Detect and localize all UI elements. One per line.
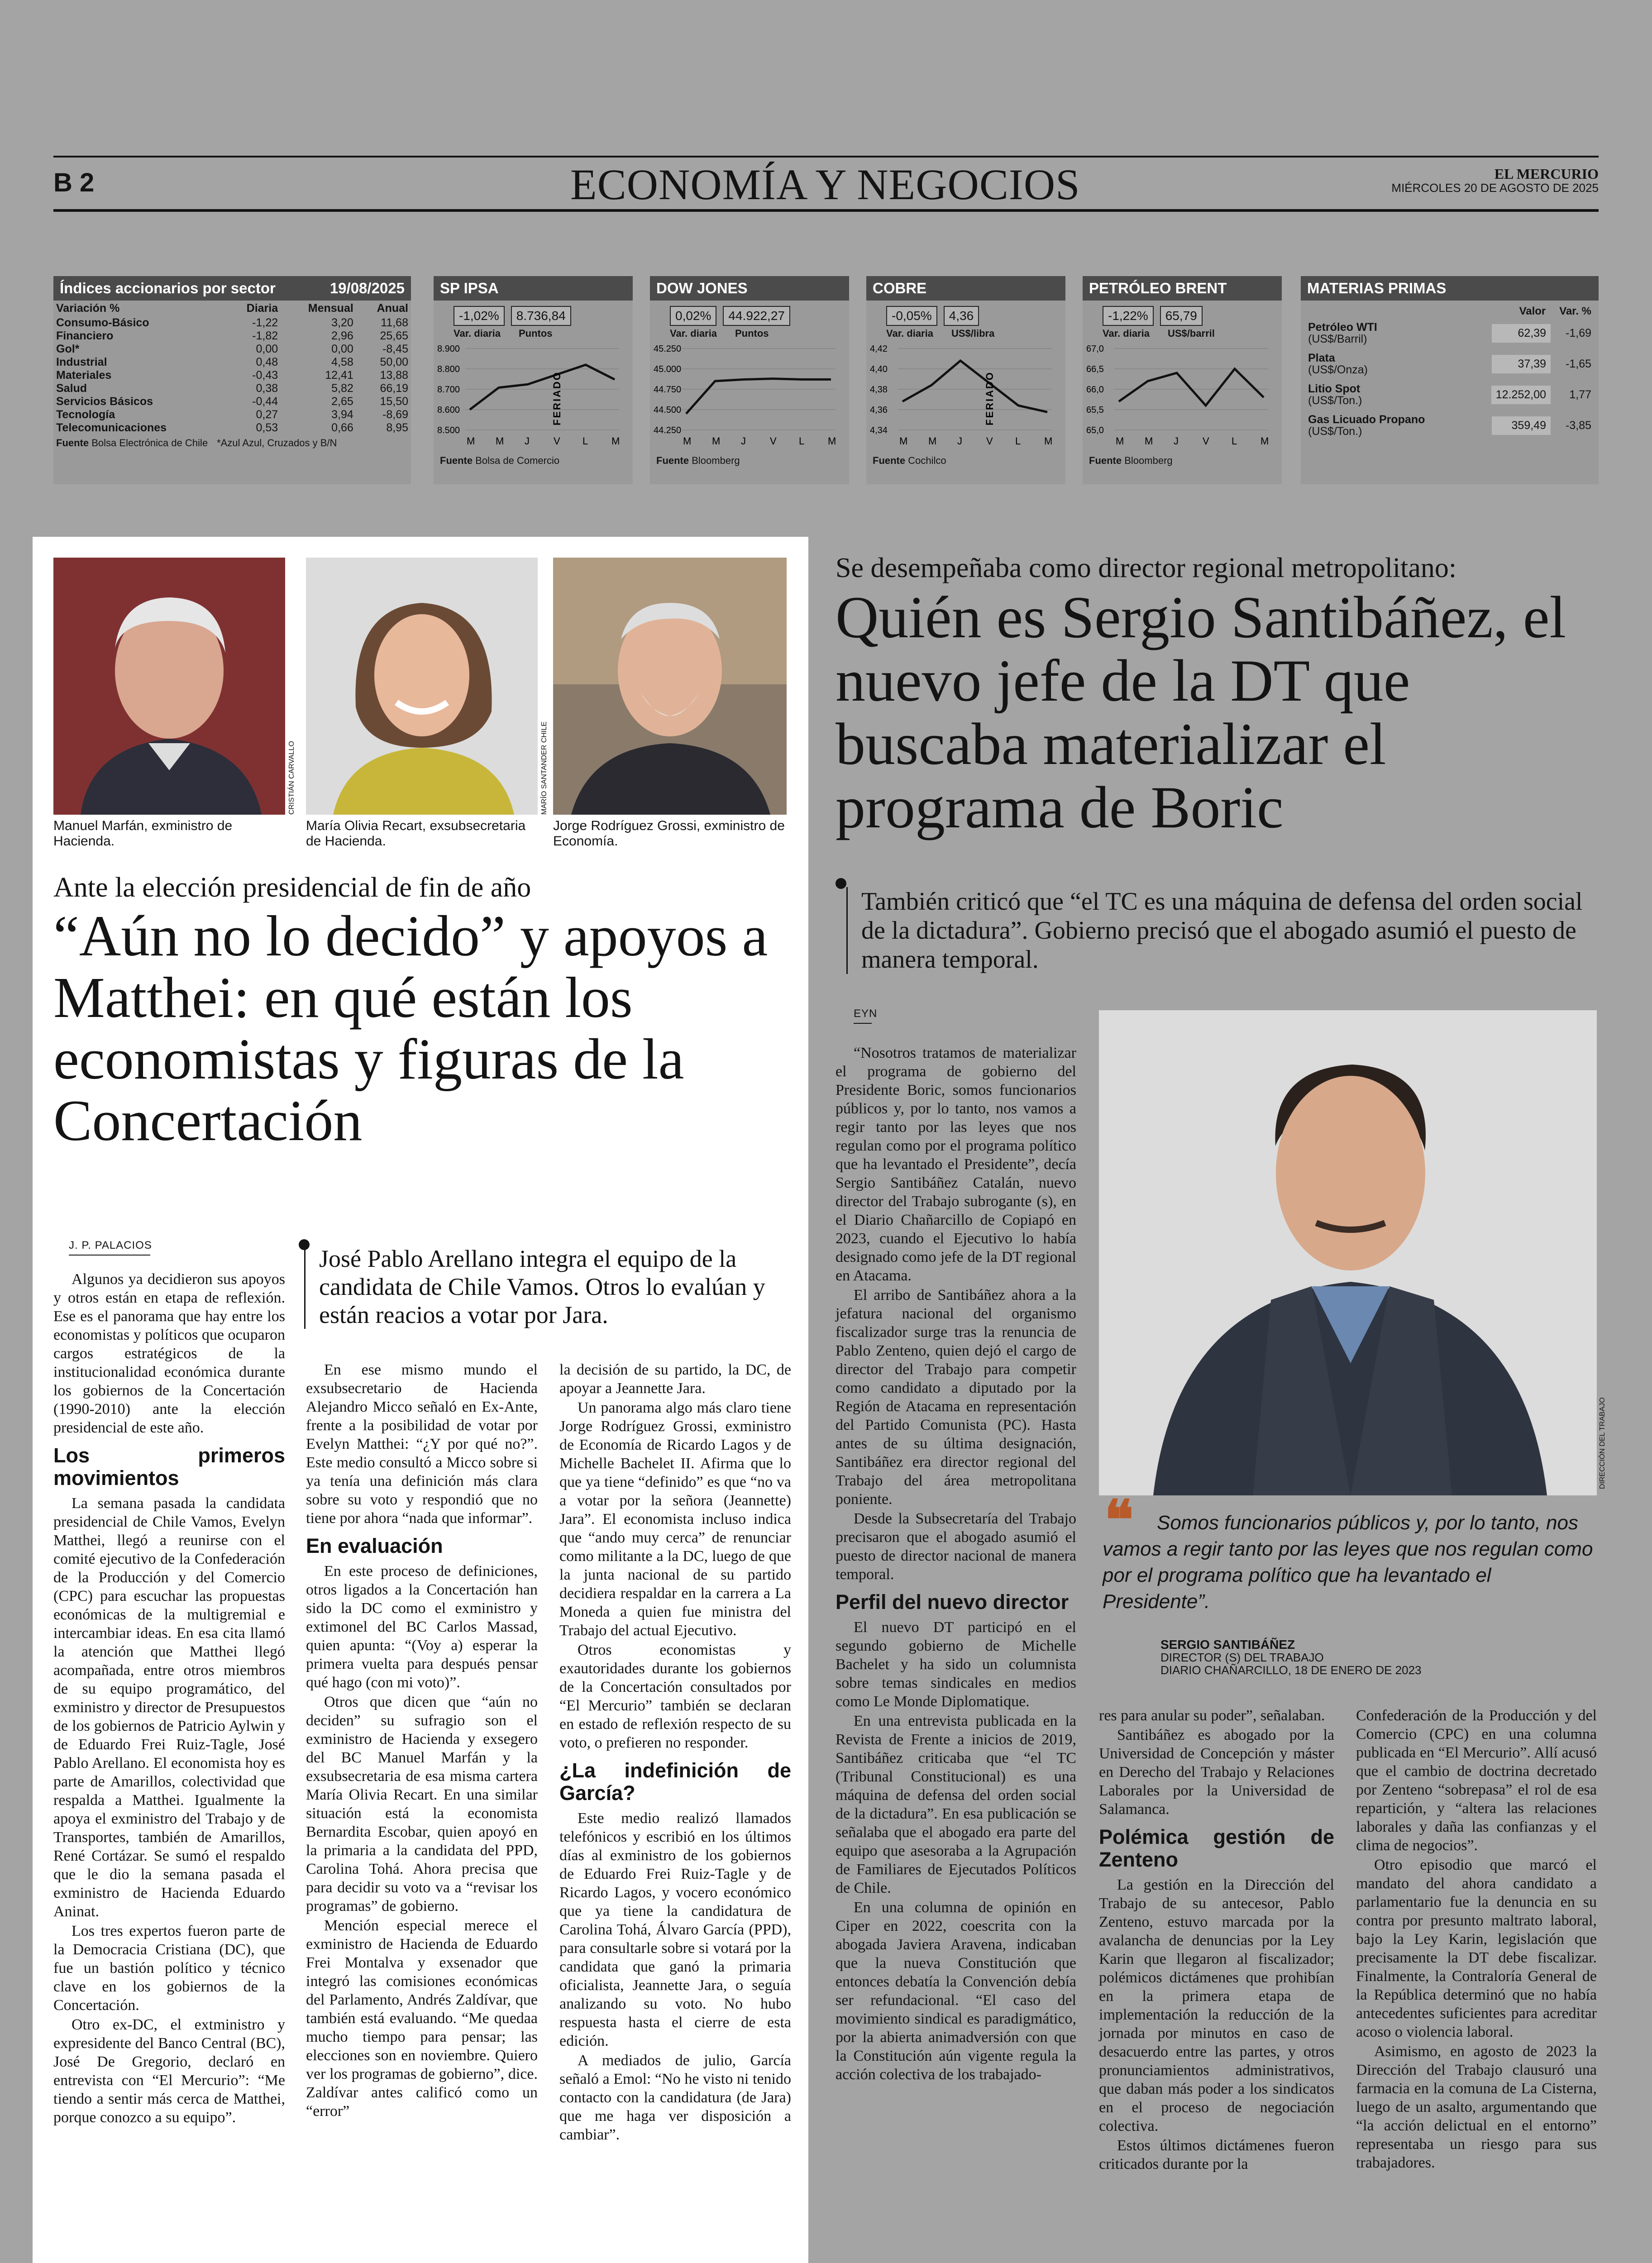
x-tick-label: M bbox=[496, 435, 504, 447]
commodity-change: 1,77 bbox=[1569, 388, 1591, 401]
y-tick-label: 66,5 bbox=[1086, 364, 1104, 374]
brent-source: Bloomberg bbox=[1124, 455, 1173, 466]
sector-cell: 50,00 bbox=[380, 356, 408, 368]
article2-quote: Somos funcionarios públicos y, por lo tanto, nos vamos a regir tanto por las leyes que nos regulan como por el programa político que ha levantado el Presidente”. bbox=[1103, 1512, 1593, 1613]
cobre-line-chart bbox=[866, 339, 1065, 453]
y-tick-label: 8.700 bbox=[437, 385, 460, 395]
x-tick-label: M bbox=[899, 435, 908, 447]
holiday-label: FERIADO bbox=[984, 371, 995, 425]
commodity-unit: (US$/Ton.) bbox=[1308, 394, 1362, 407]
sector-table bbox=[53, 301, 411, 434]
holiday-label: FERIADO bbox=[551, 371, 563, 425]
sector-panel-title: Índices accionarios por sector bbox=[60, 280, 276, 296]
dow-panel: DOW JONES 0,02% 44.922,27 Var. diaria Puntos 45.250 45.000 44.750 44.500 44.250 M M J V L M Fuente Bloomberg bbox=[650, 276, 849, 484]
article2-photo-credit: DIRECCIÓN DEL TRABAJO bbox=[1599, 1397, 1606, 1489]
sector-row bbox=[53, 343, 411, 356]
x-tick-label: L bbox=[1015, 435, 1021, 447]
brent-title: PETRÓLEO BRENT bbox=[1089, 280, 1227, 296]
dow-source: Bloomberg bbox=[692, 455, 740, 466]
sector-panel-date: 19/08/2025 bbox=[329, 280, 405, 296]
ipsa-source: Bolsa de Comercio bbox=[475, 455, 560, 466]
article2-col2: res para anular su poder”, señalaban. Santibáñez es abogado por la Universidad de Concepción y máster en Derecho del Trabajo y Relaciones Laborales por la Universidad de Salamanca. Polémica gestión de Zenteno La gestión en la Dirección del Trabajo de su antecesor, Pablo Zenteno, estuvo marcada por la avalancha de denuncias por la Ley Karin que llegaron al fiscalizador; polémicos dictámenes que prohibían en la primera etapa de implementación la reducción de la jornada por minutos en caso de desacuerdo entre las partes, y otros pronunciamientos administrativos, que daban más poder a los sindicatos en el proceso de negociación colectiva. Estos últimos dictámenes fueron criticados durante por la bbox=[1099, 1707, 1334, 2172]
sector-note: *Azul Azul, Cruzados y B/N bbox=[217, 437, 337, 449]
sector-cell: 0,27 bbox=[256, 408, 278, 421]
sector-cell: 4,58 bbox=[331, 356, 353, 368]
article1-title: “Aún no lo decido” y apoyos a Matthei: en qué están los economistas y figuras de la Concertación bbox=[53, 904, 768, 1153]
x-tick-label: J bbox=[1174, 435, 1179, 447]
photo-caption: Jorge Rodríguez Grossi, exministro de Economía. bbox=[553, 818, 785, 849]
article2-col1: “Nosotros tratamos de materializar el programa de gobierno del Presidente Boric, somos funcionarios públicos y, por lo tanto, nos vamos a regir tanto por las leyes que nos regulan como por el programa político que ha levantado el Presidente”, decía Sergio Santibáñez Catalán, nuevo director del Trabajo subrogante (s), en el Diario Chañarcillo de Copiapó en 2023, cuando el Ejecutivo lo había designado como jefe de la DT regional en Atacama. El arribo de Santibáñez ahora a la jefatura nacional del organismo fiscalizador surge tras la renuncia de Pablo Zenteno, quien dejó el cargo de director del Trabajo para competir como candidato a diputado por la Región de Atacama en representación del Partido Comunista (PC). Hasta antes de su última designación, Santibáñez era director regional del Trabajo del área metropolitana poniente. Desde la Subsecretaría del Trabajo precisaron que el abogado asumió el puesto de director nacional de manera temporal. Perfil del nuevo director El nuevo DT participó en el segundo gobierno de Michelle Bachelet y ha sido un columnista sobre temas sindicales en medios como Le Monde Diplomatique. En una entrevista publicada en la Revista de Frente a inicios de 2019, Santibáñez criticaba que “el TC (Tribunal Constitucional) es una máquina de defensa del orden social de la dictadura”. En esa publicación se señalaba que el abogado era parte del equipo que asesoraba a la Agrupación de Familiares de Ejecutados Políticos de Chile. En una columna de opinión en Ciper en 2022, coescrita con la abogada Javiera Aravena, indicaban que la nueva Constitución que entonces debatía la Convención debía ser refundacional. “El caso del movimiento sindical es paradigmático, por la abierta animadversión con que la Constitución aún vigente regula la acción colectiva de los trabajado- bbox=[836, 1045, 1076, 2083]
photo-credit-2: MARÍO SANTANDER CHILE bbox=[540, 721, 548, 815]
x-tick-label: J bbox=[957, 435, 962, 447]
sector-row bbox=[53, 382, 411, 395]
dow-change: 0,02% bbox=[670, 306, 716, 326]
series-line bbox=[902, 361, 1047, 412]
series-line bbox=[470, 365, 615, 410]
sector-cell: 11,68 bbox=[381, 316, 408, 329]
sector-cell: Tecnología bbox=[56, 408, 115, 421]
y-tick-label: 44.250 bbox=[654, 425, 682, 435]
copper-panel: COBRE -0,05% 4,36 Var. diaria US$/libra 4,42 4,40 4,38 4,36 4,34 M M J V L M FERIADO Fuente Cochilco bbox=[866, 276, 1065, 484]
photo-rodriguez bbox=[553, 558, 787, 815]
brent-value: 65,79 bbox=[1160, 306, 1203, 326]
sector-cell: 0,38 bbox=[256, 382, 278, 395]
commodity-change: -1,69 bbox=[1566, 326, 1591, 339]
sector-cell: 0,66 bbox=[331, 421, 353, 434]
sector-row bbox=[53, 356, 411, 369]
sector-cell: Consumo-Básico bbox=[56, 316, 149, 329]
sector-cell: -8,69 bbox=[382, 408, 408, 421]
sector-row bbox=[53, 369, 411, 382]
y-tick-label: 8.500 bbox=[437, 425, 460, 435]
commodity-name: Petróleo WTI bbox=[1308, 321, 1377, 334]
sector-col-header: Diaria bbox=[246, 302, 278, 315]
y-tick-label: 4,42 bbox=[870, 344, 888, 354]
sector-cell: 5,82 bbox=[331, 382, 353, 395]
y-tick-label: 8.600 bbox=[437, 405, 460, 415]
cobre-value: 4,36 bbox=[944, 306, 979, 326]
commodity-row bbox=[1308, 321, 1591, 345]
sector-cell: 3,94 bbox=[331, 408, 353, 421]
photo-marfan bbox=[53, 558, 285, 815]
y-tick-label: 65,5 bbox=[1086, 405, 1104, 415]
x-tick-label: M bbox=[1044, 435, 1053, 447]
commodities-panel: MATERIAS PRIMAS Valor Var. % Petróleo WTI (US$/Barril) 62,39 -1,69 Plata (US$/Onza) 37,39 -1,65 Litio Spot (US$/Ton.) 12.252,00 1,77 Gas Licuado Propano (US$/Ton.) 359,49 -3,85 bbox=[1301, 276, 1599, 484]
sector-cell: Financiero bbox=[56, 329, 114, 342]
x-tick-label: M bbox=[1116, 435, 1124, 447]
sector-col-header: Variación % bbox=[56, 302, 120, 315]
sector-row bbox=[53, 395, 411, 408]
commodity-value: 359,49 bbox=[1492, 416, 1551, 435]
y-tick-label: 8.900 bbox=[437, 344, 460, 354]
commodity-change: -3,85 bbox=[1566, 419, 1591, 432]
sector-cell: 3,20 bbox=[331, 316, 353, 329]
commodity-name: Litio Spot bbox=[1308, 382, 1361, 395]
cobre-source: Cochilco bbox=[908, 455, 946, 466]
ipsa-value: 8.736,84 bbox=[511, 306, 571, 326]
article1-col1: Algunos ya decidieron sus apoyos y otros están en etapa de reflexión. Ese es el panorama que hay entre los economistas y políticos que ocuparon cargos estratégicos de la institucionalidad económica durante los gobiernos de la Concertación (1990-2010) ante la elección presidencial de este año. Los primeros movimientos La semana pasada la candidata presidencial de Chile Vamos, Evelyn Matthei, llegó a reunirse con el comité ejecutivo de la Confederación de la Producción y del Comercio (CPC) para escuchar las propuestas económicas de la multigremial e intercambiar ideas. En esa cita llamó la atención que Matthei llegó acompañada, entre otros miembros de su equipo programático, del exministro y director de Presupuestos de los gobiernos de Patricio Aylwin y de Eduardo Frei Ruiz-Tagle, José Pablo Arellano. El economista hoy es parte de Amarillos, colectividad que respalda a Matthei. Igualmente la apoya el exministro del Trabajo y de Transportes, también de Amarillos, René Cortázar. Se sumó el respaldo que le dio la semana pasada el exministro de Hacienda Eduardo Aninat. Los tres expertos fueron parte de la Democracia Cristiana (DC), que fue un bastión político y técnico clave en los gobiernos de la Concertación. Otro ex-DC, el extministro y expresidente del Banco Central (BC), José De Gregorio, declaró en entrevista con “El Mercurio”: “Me tiendo a sentir más cerca de Matthei, porque conozco a su equipo”. bbox=[53, 1271, 285, 2126]
dow-line-chart bbox=[650, 339, 849, 453]
article2-col3: Confederación de la Producción y del Comercio (CPC) en una columna publicada en “El Mercurio”. Allí acusó que el cambio de doctrina decretado por Zenteno “sobrepasa” el rol de esa repartición, y “altera las relaciones laborales y daña las confianzas y el clima de negocios”. Otro episodio que marcó el mandato del ahora candidato a parlamentario fue la denuncia en su contra por presunto maltrato laboral, bajo la Ley Karin, legislación que precisamente la DT debe fiscalizar. Finalmente, la Contraloría General de la República determinó que no había antecedentes suficientes para acreditar acoso o violencia laboral. Asimismo, en agosto de 2023 la Dirección del Trabajo clausuró una farmacia en la comuna de La Cisterna, luego de un asalto, argumentando que “la acción delictual en el entorno” representaba un riesgo para sus trabajadores. bbox=[1356, 1707, 1597, 2171]
photo-caption: Manuel Marfán, exministro de Hacienda. bbox=[53, 818, 233, 849]
sector-col-header: Anual bbox=[377, 302, 408, 315]
section-title: ECONOMÍA Y NEGOCIOS bbox=[570, 160, 1080, 209]
ipsa-title: SP IPSA bbox=[440, 280, 499, 296]
x-tick-label: M bbox=[1145, 435, 1153, 447]
sector-row bbox=[53, 408, 411, 421]
x-tick-label: M bbox=[928, 435, 937, 447]
y-tick-label: 45.250 bbox=[654, 344, 682, 354]
x-tick-label: V bbox=[770, 435, 777, 447]
sector-cell: 0,48 bbox=[256, 356, 278, 368]
sector-cell: Salud bbox=[56, 382, 87, 395]
sector-cell: Industrial bbox=[56, 356, 107, 368]
sector-cell: 25,65 bbox=[380, 329, 408, 342]
commodity-row bbox=[1308, 352, 1591, 376]
sector-cell: 66,19 bbox=[380, 382, 408, 395]
x-tick-label: L bbox=[582, 435, 588, 447]
x-tick-label: J bbox=[741, 435, 746, 447]
x-tick-label: M bbox=[467, 435, 475, 447]
sector-cell: -8,45 bbox=[382, 343, 408, 355]
sector-row bbox=[53, 421, 411, 434]
sector-cell: 8,95 bbox=[386, 421, 408, 434]
sector-source: Bolsa Electrónica de Chile bbox=[91, 437, 208, 449]
sector-cell: Materiales bbox=[56, 369, 112, 382]
article2-byline: EYN bbox=[854, 1007, 877, 1024]
page-number: B 2 bbox=[53, 168, 95, 197]
sector-cell: -0,44 bbox=[252, 395, 278, 408]
photo-caption: María Olivia Recart, exsubsecretaria de Hacienda. bbox=[306, 818, 526, 849]
y-tick-label: 65,0 bbox=[1086, 425, 1104, 435]
brent-line-chart bbox=[1083, 339, 1282, 453]
ipsa-change: -1,02% bbox=[454, 306, 505, 326]
article1-kicker: Ante la elección presidencial de fin de año bbox=[53, 872, 531, 903]
dow-value: 44.922,27 bbox=[723, 306, 790, 326]
article1-byline: J. P. PALACIOS bbox=[69, 1239, 152, 1256]
article1-col3: la decisión de su partido, la DC, de apoyar a Jeannette Jara. Un panorama algo más claro tiene Jorge Rodríguez Grossi, exministro de Economía de Ricardo Lagos y de Michelle Bachelet II. Afirma que lo que ya tiene “definido” es que “no va a votar por la señora (Jeannette) Jara”. El economista incluso indica que “ando muy cerca” de renunciar como militante a la DC, luego de que la junta nacional de su partido decidiera respaldar en la carrera a La Moneda a quien fue ministra del Trabajo del actual Ejecutivo. Otros economistas y exautoridades durante los gobiernos de la Concertación consultados por “El Mercurio” también se declaran en estado de reflexión respecto de su voto, o prefieren no responder. ¿La indefinición de García? Este medio realizó llamados telefónicos y escribió en los últimos días al exministro de los gobiernos de Eduardo Frei Ruiz-Tagle y de Ricardo Lagos, y vocero económico que ya tiene la candidatura de Carolina Tohá, Álvaro García (PPD), para consultarle sobre si votará por la candidata que ganó la primaria oficialista, Jeannette Jara, o seguía analizando su voto. No hubo respuesta hasta el cierre de esta edición. A mediados de julio, García señaló a Emol: “No he visto ni tenido contacto con la candidatura (de Jara) que me haga ver disposición a cambiar”. bbox=[559, 1361, 791, 2143]
y-tick-label: 44.750 bbox=[654, 385, 682, 395]
commodity-unit: (US$/Onza) bbox=[1308, 363, 1368, 376]
commodity-unit: (US$/Barril) bbox=[1308, 333, 1367, 345]
sector-indices-panel: Índices accionarios por sector 19/08/2025 Variación % Diaria Mensual Anual Consumo-Básico -1,22 3,20 11,68 Financiero -1,82 2,96 25,65 Gol* 0,00 0,00 -8,45 Industrial 0,48 4,58 50,00 Materiales -0,43 12,41 13,88 Salud 0,38 5,82 66,19 Servicios Básicos -0,44 2,65 15,50 Tecnología 0,27 3,94 -8,69 Telecomunicaciones 0,53 0,66 8,95 Fuente Bolsa Electrónica de Chile *Azul Azul, Cruzados y B/N bbox=[53, 276, 411, 484]
sector-col-header: Mensual bbox=[308, 302, 353, 315]
photo-santibanez bbox=[1099, 1010, 1597, 1495]
y-tick-label: 66,0 bbox=[1086, 385, 1104, 395]
sector-cell: Telecomunicaciones bbox=[56, 421, 167, 434]
sector-cell: -0,43 bbox=[252, 369, 278, 382]
y-tick-label: 44.500 bbox=[654, 405, 682, 415]
sector-cell: -1,82 bbox=[252, 329, 278, 342]
cobre-change: -0,05% bbox=[886, 306, 937, 326]
sector-cell: 2,96 bbox=[331, 329, 353, 342]
x-tick-label: V bbox=[986, 435, 993, 447]
commodity-change: -1,65 bbox=[1566, 357, 1591, 370]
newspaper-name: EL MERCURIO bbox=[1494, 166, 1599, 182]
photo-recart bbox=[306, 558, 538, 815]
article1-col2: En ese mismo mundo el exsubsecretario de Hacienda Alejandro Micco señaló en Ex-Ante, frente a la posibilidad de votar por Evelyn Matthei: “¿Y por qué no?”. Este medio consultó a Micco sobre si ya tenía una definición más clara sobre su voto y respondió que no tiene por ahora “nada que informar”. En evaluación En este proceso de definiciones, otros ligados a la Concertación han sido la DC como el exministro y extimonel del BC Carlos Massad, quien apunta: “(Voy a) esperar la primera vuelta para después pensar qué hago (con mi voto)”. Otros que dicen que “aún no deciden” su sufragio son el exministro de Hacienda y exsegero del BC Manuel Marfán y la exsubsecretaria de esa misma cartera María Olivia Recart. En una similar situación está la economista Bernardita Escobar, quien apoyó en la primaria a la candidata del PPD, Carolina Tohá. Ahora precisa que para decidir su voto va a “revisar los programas” de gobierno. Mención especial merece el exministro de Hacienda de Eduardo Frei Montalva y exsenador que integró las comisiones económicas del Parlamento, Andrés Zaldívar, que también está evaluando. “Me quedaa mucho tiempo para pensar; las elecciones son en noviembre. Quiero ver los programas de gobierno”, dice. Zaldívar antes calificó como un “error” bbox=[306, 1361, 538, 2120]
x-tick-label: L bbox=[799, 435, 805, 447]
commodities-title: MATERIAS PRIMAS bbox=[1307, 280, 1447, 296]
sector-cell: 0,00 bbox=[256, 343, 278, 355]
article2-deck: También criticó que “el TC es una máquina de defensa del orden social de la dictadura”. Gobierno precisó que el abogado asumió el puesto de manera temporal. bbox=[846, 887, 1589, 974]
commodity-value: 37,39 bbox=[1492, 355, 1551, 373]
cobre-title: COBRE bbox=[873, 280, 927, 296]
sector-row bbox=[53, 316, 411, 329]
brent-panel: PETRÓLEO BRENT -1,22% 65,79 Var. diaria US$/barril 67,0 66,5 66,0 65,5 65,0 M M J V L M Fuente Bloomberg bbox=[1083, 276, 1282, 484]
commodity-name: Plata bbox=[1308, 352, 1335, 364]
ipsa-panel: SP IPSA -1,02% 8.736,84 Var. diaria Puntos 8.900 8.800 8.700 8.600 8.500 M M J V L M FERIADO Fuente Bolsa de Comercio bbox=[434, 276, 633, 484]
commodity-row bbox=[1308, 383, 1591, 406]
y-tick-label: 45.000 bbox=[654, 364, 682, 374]
y-tick-label: 8.800 bbox=[437, 364, 460, 374]
x-tick-label: V bbox=[554, 435, 560, 447]
article2-kicker: Se desempeñaba como director regional metropolitano: bbox=[836, 553, 1457, 583]
sector-row bbox=[53, 329, 411, 343]
x-tick-label: V bbox=[1203, 435, 1209, 447]
x-tick-label: L bbox=[1232, 435, 1237, 447]
y-tick-label: 67,0 bbox=[1086, 344, 1104, 354]
ipsa-line-chart bbox=[434, 339, 633, 453]
sector-cell: -1,22 bbox=[252, 316, 278, 329]
x-tick-label: M bbox=[828, 435, 836, 447]
x-tick-label: J bbox=[525, 435, 530, 447]
issue-date: MIÉRCOLES 20 DE AGOSTO DE 2025 bbox=[1391, 181, 1599, 195]
x-tick-label: M bbox=[683, 435, 692, 447]
article2-quote-attribution: SERGIO SANTIBÁÑEZ DIRECTOR (S) DEL TRABAJO DIARIO CHAÑARCILLO, 18 DE ENERO DE 2023 bbox=[1160, 1638, 1422, 1677]
series-line bbox=[686, 379, 831, 414]
sector-cell: 0,00 bbox=[331, 343, 353, 355]
sector-cell: Servicios Básicos bbox=[56, 395, 153, 408]
x-tick-label: M bbox=[712, 435, 721, 447]
commodity-unit: (US$/Ton.) bbox=[1308, 425, 1362, 438]
sector-cell: 15,50 bbox=[380, 395, 408, 408]
x-tick-label: M bbox=[611, 435, 620, 447]
y-tick-label: 4,36 bbox=[870, 405, 888, 415]
commodity-value: 62,39 bbox=[1492, 324, 1551, 343]
sector-cell: Gol* bbox=[56, 343, 80, 355]
brent-change: -1,22% bbox=[1103, 306, 1154, 326]
commodity-value: 12.252,00 bbox=[1491, 386, 1551, 404]
commodity-row bbox=[1308, 414, 1591, 437]
y-tick-label: 4,34 bbox=[870, 425, 888, 435]
article2-title: Quién es Sergio Santibáñez, el nuevo jefe de la DT que buscaba materializar el programa de Boric bbox=[836, 584, 1566, 840]
series-line bbox=[1119, 369, 1264, 406]
commodity-name: Gas Licuado Propano bbox=[1308, 413, 1425, 426]
y-tick-label: 4,38 bbox=[870, 385, 888, 395]
photo-credit-1: CRISTIÁN CARVALLO bbox=[288, 740, 296, 815]
x-tick-label: M bbox=[1260, 435, 1269, 447]
sector-cell: 0,53 bbox=[256, 421, 278, 434]
sector-cell: 13,88 bbox=[380, 369, 408, 382]
sector-cell: 2,65 bbox=[331, 395, 353, 408]
quote-mark-icon: ❝ bbox=[1104, 1490, 1134, 1551]
dow-title: DOW JONES bbox=[656, 280, 748, 296]
article1-deck: José Pablo Arellano integra el equipo de la candidata de Chile Vamos. Otros lo evalúan y están reacios a votar por Jara. bbox=[304, 1245, 791, 1329]
sector-cell: 12,41 bbox=[325, 369, 353, 382]
y-tick-label: 4,40 bbox=[870, 364, 888, 374]
